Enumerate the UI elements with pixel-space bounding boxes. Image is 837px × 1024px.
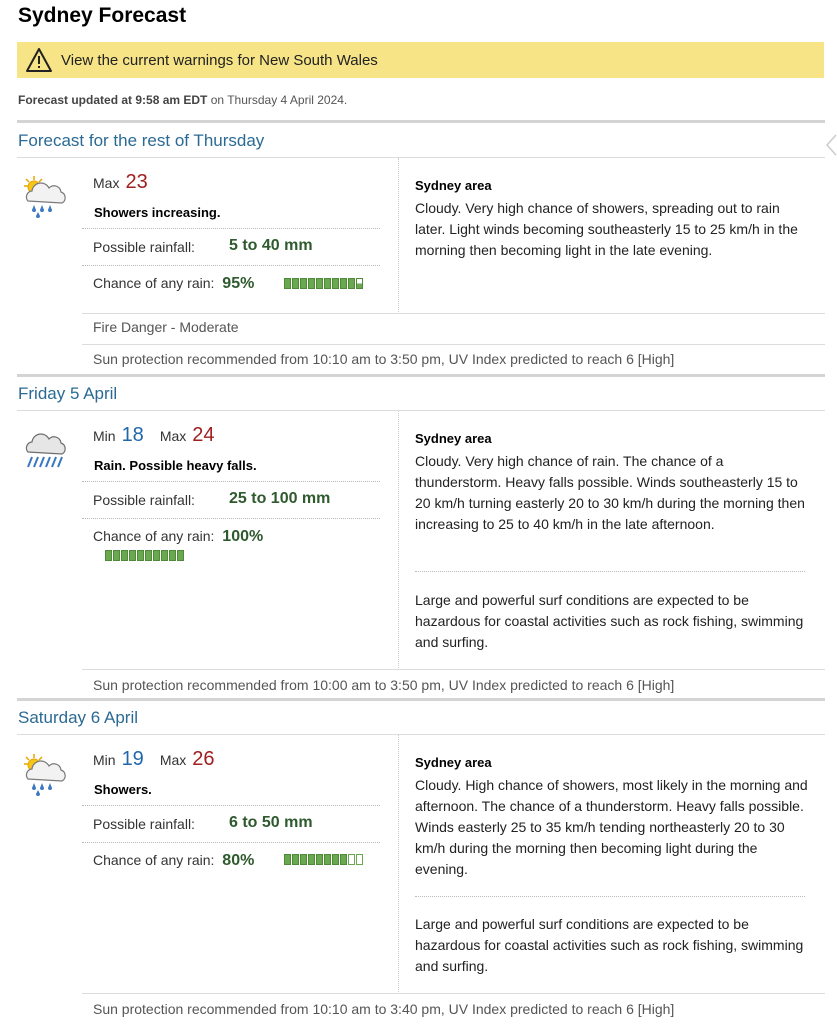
rain-icon (20, 428, 72, 472)
temperatures (93, 424, 231, 447)
area-title: Sydney area (415, 178, 492, 193)
possible-rainfall-value: 25 to 100 mm (229, 490, 331, 507)
chance-of-rain-label: Chance of any rain: (93, 528, 215, 544)
rain-bar-segment (161, 550, 168, 561)
chance-of-rain (93, 528, 263, 546)
page-title: Sydney Forecast (18, 4, 187, 27)
max-temp: 26 (192, 748, 215, 770)
chevron-left-icon[interactable] (822, 132, 837, 158)
rain-bar-segment (300, 278, 307, 289)
rain-bar-segment (292, 854, 299, 865)
divider (82, 993, 825, 994)
rain-bar-segment (121, 550, 128, 561)
possible-rainfall-label: Possible rainfall: (93, 816, 195, 832)
divider (415, 571, 805, 572)
sun-protection: Sun protection recommended from 10:00 am to 3:50 pm, UV Index predicted to reach 6 [High] (93, 677, 675, 693)
chance-of-rain-value: 100% (222, 528, 264, 545)
showers-icon (20, 174, 72, 218)
possible-rainfall-label: Possible rainfall: (93, 239, 195, 255)
forecast-summary: Showers increasing. (94, 205, 221, 220)
possible-rainfall-label: Possible rainfall: (93, 492, 195, 508)
day-title-saturday: Saturday 6 April (18, 708, 139, 727)
rain-bar-segment (316, 854, 323, 865)
rain-bar-segment (284, 854, 291, 865)
rain-bar-segment (332, 278, 339, 289)
rain-bar-segment (113, 550, 120, 561)
max-label: Max (159, 752, 187, 768)
divider (415, 896, 805, 897)
section-divider (17, 374, 825, 377)
rain-bar-segment (308, 278, 315, 289)
chance-of-rain (93, 852, 254, 870)
surf-warning-text: Large and powerful surf conditions are expected to be hazardous for coastal activities such as rock fishing, swimming and surfing. (415, 592, 804, 650)
rain-bar-segment (153, 550, 160, 561)
rain-bar-segment (316, 278, 323, 289)
rain-bar-segment (340, 278, 347, 289)
rain-chance-bar (105, 550, 184, 561)
rain-bar-segment (137, 550, 144, 561)
showers-icon (20, 752, 72, 796)
possible-rainfall-value: 5 to 40 mm (229, 237, 313, 254)
area-title: Sydney area (415, 755, 492, 770)
rain-bar-segment (284, 278, 291, 289)
forecast-summary: Rain. Possible heavy falls. (94, 458, 257, 473)
rain-bar-segment (348, 278, 355, 289)
rain-bar-segment (300, 854, 307, 865)
rain-bar-segment (169, 550, 176, 561)
sun-protection: Sun protection recommended from 10:10 am to 3:50 pm, UV Index predicted to reach 6 [High] (93, 351, 675, 367)
forecast-text: Cloudy. Very high chance of showers, spreading out to rain later. Light winds becoming southeasterly 15 to 25 km/h in the morning then becoming light in the late evening. (415, 200, 798, 258)
rain-bar-segment (308, 854, 315, 865)
chance-of-rain-value: 95% (222, 275, 255, 292)
updated-date: on Thursday 4 April 2024. (207, 93, 348, 107)
rain-bar-segment (356, 854, 363, 865)
chance-of-rain-value: 80% (222, 852, 255, 869)
rain-bar-segment (324, 278, 331, 289)
column-divider (398, 411, 399, 668)
rain-bar-segment (177, 550, 184, 561)
divider (82, 842, 380, 843)
divider (82, 669, 825, 670)
min-label: Min (93, 428, 116, 444)
rain-bar-segment (356, 278, 363, 289)
max-label: Max (159, 428, 187, 444)
max-label: Max (93, 175, 120, 191)
rain-chance-bar (284, 278, 363, 289)
day-title-friday: Friday 5 April (18, 384, 118, 403)
divider (82, 313, 825, 314)
temperatures (93, 748, 231, 771)
rain-bar-segment (145, 550, 152, 561)
surf-warning-text: Large and powerful surf conditions are expected to be hazardous for coastal activities such as rock fishing, swimming and surfing. (415, 916, 804, 974)
divider (82, 344, 825, 345)
max-temp: 24 (192, 424, 215, 446)
divider (17, 157, 825, 158)
max-temp: 23 (125, 171, 148, 193)
updated-time: Forecast updated at 9:58 am EDT (18, 93, 208, 107)
divider (82, 481, 380, 482)
rain-bar-segment (292, 278, 299, 289)
section-divider (17, 698, 825, 701)
divider (82, 805, 380, 806)
possible-rainfall-value: 6 to 50 mm (229, 814, 313, 831)
column-divider (398, 158, 399, 312)
warnings-link-label: View the current warnings for New South Wales (61, 51, 378, 69)
rain-bar-segment (340, 854, 347, 865)
temperatures (93, 171, 164, 194)
rain-chance-bar (284, 854, 363, 865)
min-temp: 19 (121, 748, 144, 770)
divider (82, 518, 380, 519)
rain-bar-segment (348, 854, 355, 865)
area-title: Sydney area (415, 431, 492, 446)
forecast-summary: Showers. (94, 782, 152, 797)
rain-bar-segment (332, 854, 339, 865)
section-divider (17, 120, 825, 123)
chance-of-rain-label: Chance of any rain: (93, 275, 215, 291)
divider (17, 410, 825, 411)
rain-bar-segment (105, 550, 112, 561)
fire-danger: Fire Danger - Moderate (93, 319, 239, 335)
sun-protection: Sun protection recommended from 10:10 am to 3:40 pm, UV Index predicted to reach 6 [High] (93, 1001, 675, 1017)
forecast-text: Cloudy. High chance of showers, most likely in the morning and afternoon. The chance of a thunderstorm. Heavy falls possible. Winds easterly 25 to 35 km/h tending northeasterly 20 to 30 km/h during the morning then becoming light during the evening. (415, 777, 808, 877)
divider (82, 228, 380, 229)
min-label: Min (93, 752, 116, 768)
rain-bar-segment (129, 550, 136, 561)
rain-bar-segment (324, 854, 331, 865)
column-divider (398, 735, 399, 992)
day-title-thursday: Forecast for the rest of Thursday (18, 131, 265, 150)
warnings-link[interactable] (17, 42, 824, 78)
divider (82, 265, 380, 266)
warning-icon (25, 47, 53, 73)
chance-of-rain (93, 275, 254, 293)
forecast-text: Cloudy. Very high chance of rain. The chance of a thunderstorm. Heavy falls possible. Winds southeasterly 15 to 20 km/h turning easterly 20 to 30 km/h during the morning then increasing to 25 to 40 km/h in the late afternoon. (415, 453, 805, 532)
forecast-updated (18, 93, 347, 107)
divider (17, 734, 825, 735)
min-temp: 18 (121, 424, 144, 446)
chance-of-rain-label: Chance of any rain: (93, 852, 215, 868)
